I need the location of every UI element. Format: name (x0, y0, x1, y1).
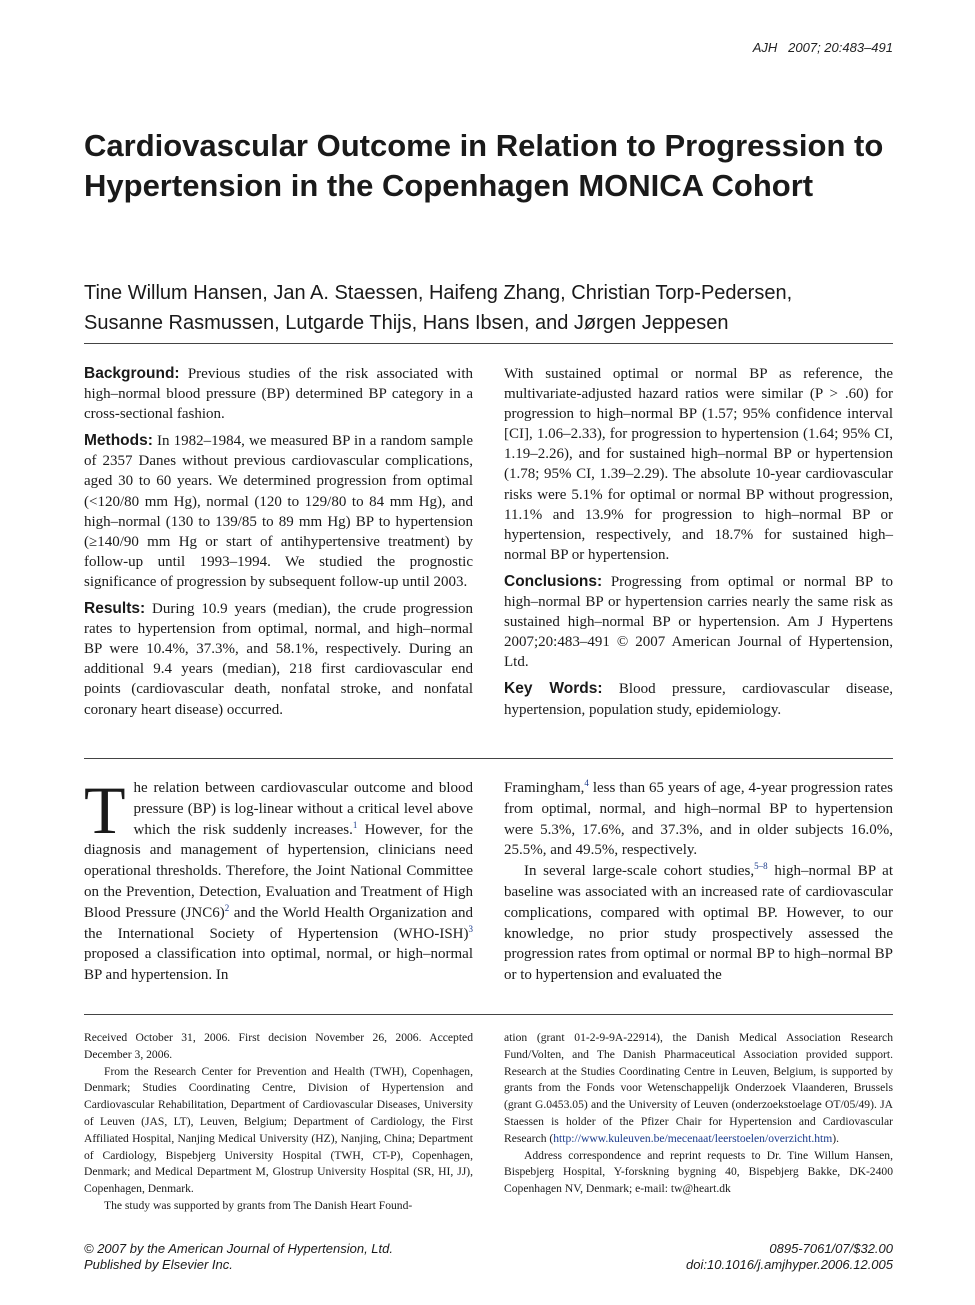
intro-text-c: and the World Health Organization and the International Society of Hypertension (WHO-ISH) (84, 904, 473, 942)
footer-left (84, 1241, 393, 1273)
support-note-cont (504, 1030, 893, 1148)
abstract-keywords (504, 679, 893, 719)
footnotes-right (504, 1030, 893, 1198)
intro-text-a: he relation between cardiovascular outcome and blood pressure (BP) is log-linear without a critical level above which the risk suddenly increases. (133, 780, 473, 838)
framingham-text-b: less than 65 years of age, 4-year progression rates from optimal, normal, and high–normal BP to hypertension were 5.3%, 17.6%, and 37.3%, and in older subjects 16.0%, 25.5%, and 49.5%, respectively. (504, 780, 893, 859)
methods-heading: Methods: (84, 432, 153, 450)
author-list (84, 278, 904, 338)
author-line-1: Tine Willum Hansen, Jan A. Staessen, Haifeng Zhang, Christian Torp-Pedersen, (84, 282, 793, 304)
abstract-left-column (84, 364, 473, 727)
author-line-2: Susanne Rasmussen, Lutgarde Thijs, Hans Ibsen, and Jørgen Jeppesen (84, 312, 729, 334)
results-continued: With sustained optimal or normal BP as reference, the multivariate-adjusted hazard ratios were similar (P > .60) for progression to high–normal BP (1.57; 95% confidence interval [CI], 1.06–2.33), for progression to hypertension (1.64; 95% CI, 1.19–2.26), and for sustained high–normal BP or hypertension (1.78; 95% CI, 1.39–2.29). The absolute 10-year cardiovascular risks were 5.1% for optimal or normal BP without progression, 11.1% and 13.9% for progression to high–normal BP or hypertension, respectively, and 18.7% for sustained high–normal BP or hypertension. (504, 366, 893, 563)
conclusions-text: Progressing from optimal or normal BP to high–normal BP or hypertension carries nearly the same risk as sustained high–normal BP or hypertension. Am J Hypertens 2007;20:483–491 © 2007 American Journal of Hypertension, Ltd. (504, 573, 893, 671)
footer-right (686, 1241, 893, 1273)
ref-2[interactable]: 2 (224, 902, 230, 913)
cohort-text-b: high–normal BP at baseline was associated with an increased rate of cardiovascular complications, compared with optimal BP. However, to our knowledge, no prior study prospectively assessed the progression rates from optimal or normal BP to high–normal BP or to hypertension and evaluated the (504, 863, 893, 984)
correspondence-note: Address correspondence and reprint requests to Dr. Tine Willum Hansen, Bispebjerg Hospital, Y-forskning bygning 40, Bispebjerg Bakke, DK-2400 Copenhagen NV, Denmark; e-mail: tw@heart.dk (504, 1148, 893, 1196)
kuleuven-link[interactable]: http://www.kuleuven.be/mecenaat/leerstoelen/overzicht.htm (553, 1131, 833, 1145)
copyright: © 2007 by the American Journal of Hypertension, Ltd. (84, 1241, 393, 1256)
drop-cap: T (84, 772, 126, 848)
ref-3[interactable]: 3 (468, 923, 473, 934)
abstract-conclusions (504, 572, 893, 672)
received-note: Received October 31, 2006. First decision November 26, 2006. Accepted December 3, 2006. (84, 1031, 473, 1061)
affiliations-note: From the Research Center for Prevention and Health (TWH), Copenhagen, Denmark; Studies Coordinating Centre, Division of Hypertension and Cardiovascular Rehabilitation, Department of Cardiovascular Diseases, University of Leuven (JAS, LT), Leuven, Belgium; Department of Cardiology, the First Affiliated Hospital, Nanjing Medical University (HZ), Nanjing, China; Department of Cardiology, Bispebjerg University Hospital (TWH, CT-P), Copenhagen, Denmark; and Medical Department M, Glostrup University Hospital (SR, HI, JJ), Copenhagen, Denmark. (84, 1064, 473, 1196)
ref-5-8[interactable]: 5–8 (754, 861, 768, 872)
cohort-text-a: In several large-scale cohort studies, (524, 863, 755, 880)
results-heading: Results: (84, 600, 146, 618)
journal-reference: AJH 2007; 20:483–491 (752, 40, 893, 55)
abstract-background (84, 364, 473, 424)
support-text: The study was supported by grants from The Danish Heart Found- (104, 1198, 413, 1212)
conclusions-heading: Conclusions: (504, 572, 603, 590)
results-text: During 10.9 years (median), the crude progression rates to hypertension from optimal, normal, and high–normal BP were 10.4%, 37.3%, and 58.1%, respectively. During an additional 9.4 years (median), 218 first cardiovascular end points (cardiovascular death, nonfatal stroke, and nonfatal coronary heart disease) occurred. (84, 601, 473, 718)
body-right-column (504, 778, 893, 986)
framingham-text-a: Framingham, (504, 780, 585, 796)
abstract-results (84, 599, 473, 720)
ref-4[interactable]: 4 (584, 778, 589, 788)
background-text: Previous studies of the risk associated with high–normal blood pressure (BP) determined BP category in a cross-sectional fashion. (84, 366, 473, 423)
support-note-start (84, 1198, 473, 1215)
title-divider (84, 343, 893, 344)
keywords-text: Blood pressure, cardiovascular disease, hypertension, population study, epidemiology. (504, 681, 894, 718)
publisher: Published by Elsevier Inc. (84, 1257, 233, 1272)
doi[interactable]: doi:10.1016/j.amjhyper.2006.12.005 (686, 1257, 893, 1272)
intro-text-b: However, for the diagnosis and management of hypertension, clinicians need operational thresholds. Therefore, the Joint National Committee on the Prevention, Detection, Evaluation and Treatment of High Blood Pressure (JNC6) (84, 821, 473, 921)
methods-text: In 1982–1984, we measured BP in a random sample of 2357 Danes without previous cardiovascular complications, aged 30 to 60 years. We determined progression from optimal (<120/80 mm Hg), normal (120 to 129/80 to 84 mm Hg), and high–normal (130 to 139/85 to 89 mm Hg) BP to hypertension (≥140/90 mm Hg or start of antihypertensive treatment) by follow-up until 1993–1994. We studied the prognostic significance of progression by subsequent follow-up until 2003. (84, 433, 473, 590)
support-end: ). (832, 1131, 840, 1145)
abstract-methods (84, 431, 473, 592)
keywords-heading: Key Words: (504, 680, 603, 698)
cohort-paragraph (504, 861, 893, 986)
framingham-paragraph (504, 778, 893, 861)
abstract-divider (84, 758, 893, 759)
support-text-cont: ation (grant 01-2-9-9A-22914), the Danish Medical Association Research Fund/Volten, and The Danish Pharmaceutical Association provided support. Research at the Studies Coordinating Centre in Leuven, Belgium, is supported by grants from the Fonds voor Wetenschappelijk Onderzoek Vlaanderen, Brussels (grant G.0453.05) and the University of Leuven (onderzoekstoelage OT/05/49). JA Staessen is holder of the Pfizer Chair for Hypertension and Cardiovascular Research ( (504, 1031, 893, 1145)
footnotes-left (84, 1030, 473, 1215)
background-heading: Background: (84, 365, 180, 382)
ref-1[interactable]: 1 (352, 819, 358, 830)
abstract-right-column (504, 364, 893, 727)
issn: 0895-7061/07/$32.00 (769, 1241, 893, 1256)
intro-paragraph (84, 772, 473, 986)
intro-text-d: proposed a classification into optimal, normal, or high–normal BP and hypertension. In (84, 946, 473, 984)
body-left-column (84, 772, 473, 986)
article-title: Cardiovascular Outcome in Relation to Progression to Hypertension in the Copenhagen MONICA Cohort (84, 128, 884, 203)
footnote-divider (84, 1014, 893, 1015)
